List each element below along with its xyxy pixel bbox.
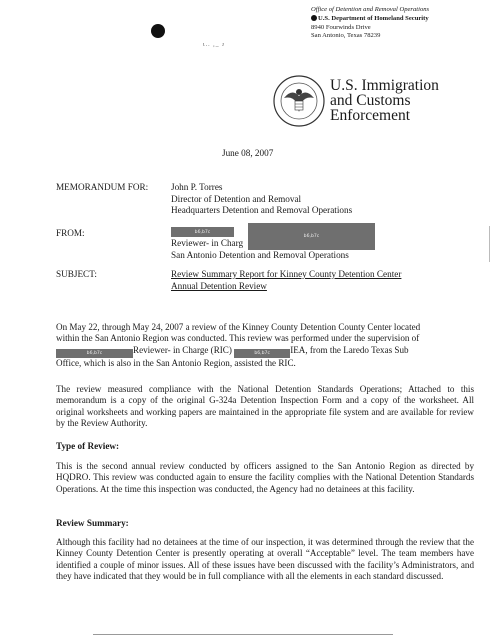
address-line-3: 8940 Fourwinds Drive	[311, 23, 371, 31]
address-line-1: Office of Detention and Removal Operations	[311, 6, 430, 13]
footer-rule	[93, 634, 393, 635]
handwritten-mark: ι.. ,_ ᴊ	[203, 42, 225, 48]
paragraph-compliance: The review measured compliance with the National Detention Standards Operations; Attached to this memorandum is a copy of the original G-324a Detention Inspection Form and a copy of the worksheet. All original worksheets and working papers are maintained in the appropriate file system and are available for review by the Review Authority.	[56, 384, 474, 429]
heading-review-summary: Review Summary:	[56, 518, 129, 528]
bullet-mark	[311, 15, 317, 21]
subject-label: SUBJECT:	[56, 269, 97, 279]
redaction-box: b6,b7c	[248, 223, 375, 250]
redaction-box: b6,b7c	[234, 349, 290, 358]
agency-name: U.S. Immigration and Customs Enforcement	[330, 77, 439, 124]
to-label: MEMORANDUM FOR:	[56, 182, 149, 192]
from-label: FROM:	[56, 228, 85, 238]
from-office: San Antonio Detention and Removal Operations	[171, 250, 349, 260]
paragraph-intro: On May 22, through May 24, 2007 a review of the Kinney County Detention County Center located within the San Antonio Region was conducted. This review was performed under the supervision of b6,b7c Reviewer- in Charge (RIC) b6,b7c IEA, from the Laredo Texas Sub Office, which is also in the San Antonio Region, assisted the RIC.	[56, 322, 421, 368]
hole-punch-mark	[151, 24, 165, 38]
subject-text: Review Summary Report for Kinney County Detention Center Annual Detention Review	[171, 269, 402, 291]
address-line-2: U.S. Department of Homeland Security	[311, 15, 491, 24]
dhs-seal-icon	[272, 74, 326, 128]
from-title: Reviewer- in Charg	[171, 238, 244, 248]
margin-mark	[489, 226, 490, 262]
redaction-box: b6,b7c	[171, 227, 234, 237]
paragraph-review-summary: Although this facility had no detainees at the time of our inspection, it was determined through the review that the Kinney County Detention Center is presently operating at overall “Acceptable” level. The team members have identified a couple of minor issues. All of these issues have been discussed with the facility’s Administrators, and they have indicated that they would be in full compliance with all the elements in each standard discussed.	[56, 537, 474, 582]
heading-type-of-review: Type of Review:	[56, 441, 120, 451]
to-recipient: John P. Torres Director of Detention and Removal Headquarters Detention and Removal Operations	[171, 182, 353, 215]
office-address	[311, 6, 491, 41]
paragraph-type-of-review: This is the second annual review conducted by officers assigned to the San Antonio Region as directed by HQDRO. This review was conducted again to ensure the facility complies with the National Detention Standards Operations. At the time this inspection was conducted, the Agency had no detainees at this facility.	[56, 461, 474, 494]
memo-date: June 08, 2007	[222, 148, 274, 158]
redaction-box: b6,b7c	[56, 349, 133, 358]
address-line-4: San Antonio, Texas 78239	[311, 32, 381, 40]
